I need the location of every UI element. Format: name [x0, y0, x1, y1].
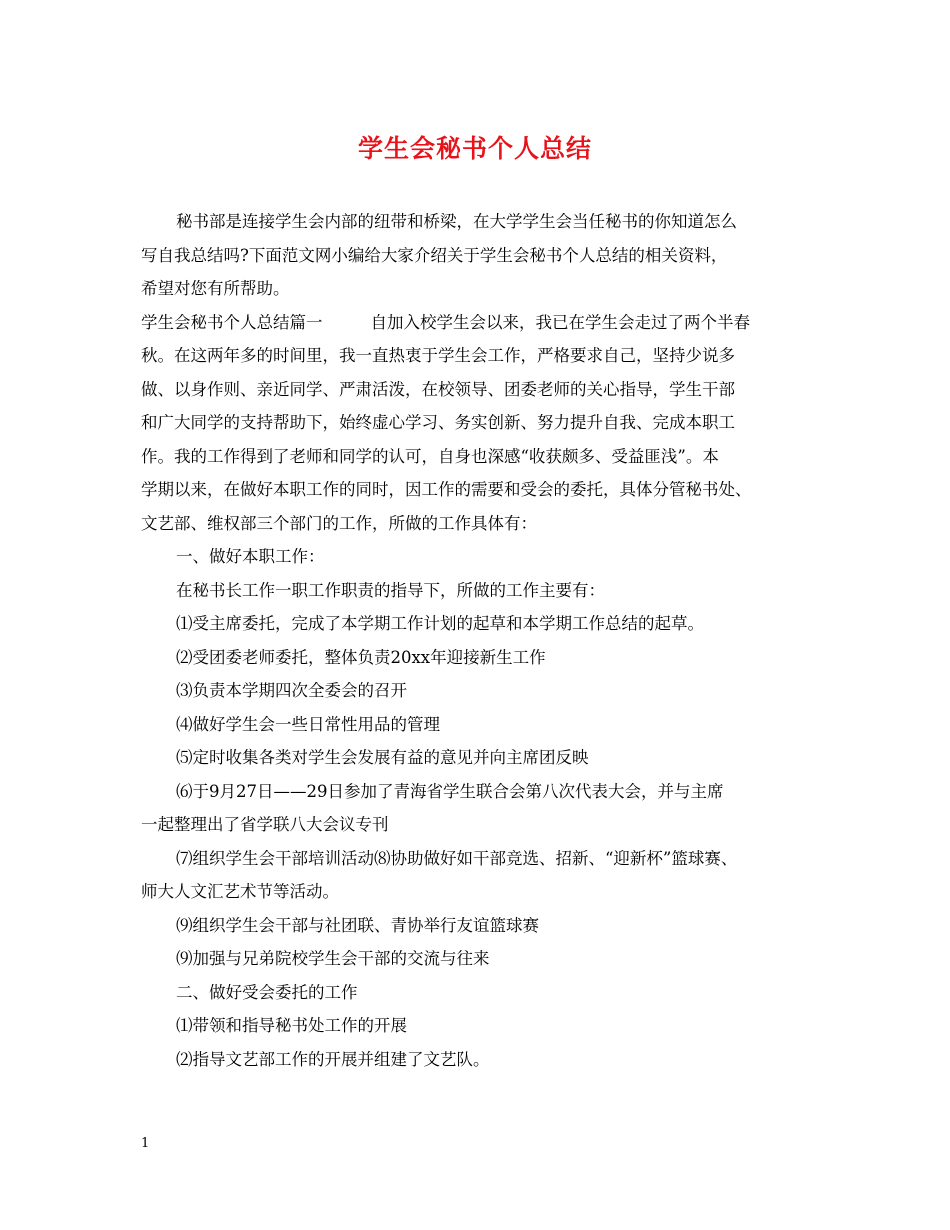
document-title: 学生会秘书个人总结 — [357, 134, 592, 163]
list-item: ⑴带领和指导秘书处工作的开展 — [176, 1016, 407, 1035]
paragraph-line: 在秘书长工作一职工作职责的指导下，所做的工作主要有： — [176, 580, 605, 600]
list-item: ⑶负责本学期四次全委会的召开 — [176, 681, 407, 700]
list-item: ⑷做好学生会一些日常性用品的管理 — [176, 714, 440, 734]
paragraph-line: 希望对您有所帮助。 — [141, 279, 290, 298]
list-item: ⑺组织学生会干部培训活动⑻协助做好如干部竞选、招新、“迎新杯”篮球赛、 — [176, 848, 738, 868]
paragraph-line: 和广大同学的支持帮助下，始终虚心学习、务实创新、努力提升自我、完成本职工 — [141, 413, 735, 432]
list-item: ⑼组织学生会干部与社团联、青协举行友谊篮球赛 — [176, 915, 539, 935]
subheading-line: 一、做好本职工作： — [176, 547, 325, 566]
list-item: ⑹于9月27日——29日参加了青海省学生联合会第八次代表大会，并与主席 — [176, 781, 724, 801]
list-item-continuation: 一起整理出了省学联八大会议专刊 — [141, 815, 389, 834]
paragraph-line: 秋。在这两年多的时间里，我一直热衷于学生会工作，严格要求自己，坚持少说多 — [141, 346, 735, 365]
list-item: ⑴受主席委托，完成了本学期工作计划的起草和本学期工作总结的起草。 — [176, 614, 704, 633]
page-number: 1 — [141, 1136, 150, 1151]
paragraph-line: 做、以身作则、亲近同学、严肃活泼，在校领导、团委老师的关心指导，学生干部 — [141, 379, 735, 399]
subheading-line: 二、做好受会委托的工作 — [176, 982, 358, 1002]
list-item: ⑵指导文艺部工作的开展并组建了文艺队。 — [176, 1049, 490, 1069]
paragraph-line: 秘书部是连接学生会内部的纽带和桥梁，在大学学生会当任秘书的你知道怎么 — [176, 212, 737, 231]
list-item: ⑸定时收集各类对学生会发展有益的意见并向主席团反映 — [176, 748, 589, 767]
paragraph-line: 作。我的工作得到了老师和同学的认可，自身也深感“收获颇多、受益匪浅”。本 — [141, 446, 719, 466]
list-item: ⑼加强与兄弟院校学生会干部的交流与往来 — [176, 949, 490, 968]
paragraph-line: 写自我总结吗?下面范文网小编给大家介绍关于学生会秘书个人总结的相关资料， — [141, 245, 728, 265]
list-item-continuation: 师大人文汇艺术节等活动。 — [141, 882, 339, 901]
paragraph-line: 学期以来，在做好本职工作的同时，因工作的需要和受会的委托，具体分管秘书处、 — [141, 480, 752, 499]
section-opening-text: 自加入校学生会以来，我已在学生会走过了两个半春 — [370, 312, 750, 332]
paragraph-line: 文艺部、维权部三个部门的工作，所做的工作具体有： — [141, 513, 537, 533]
document-body — [141, 205, 831, 1076]
list-item: ⑵受团委老师委托，整体负责20xx年迎接新生工作 — [176, 647, 546, 667]
section-heading-line — [141, 306, 831, 340]
section-heading: 学生会秘书个人总结篇一 — [141, 312, 323, 332]
